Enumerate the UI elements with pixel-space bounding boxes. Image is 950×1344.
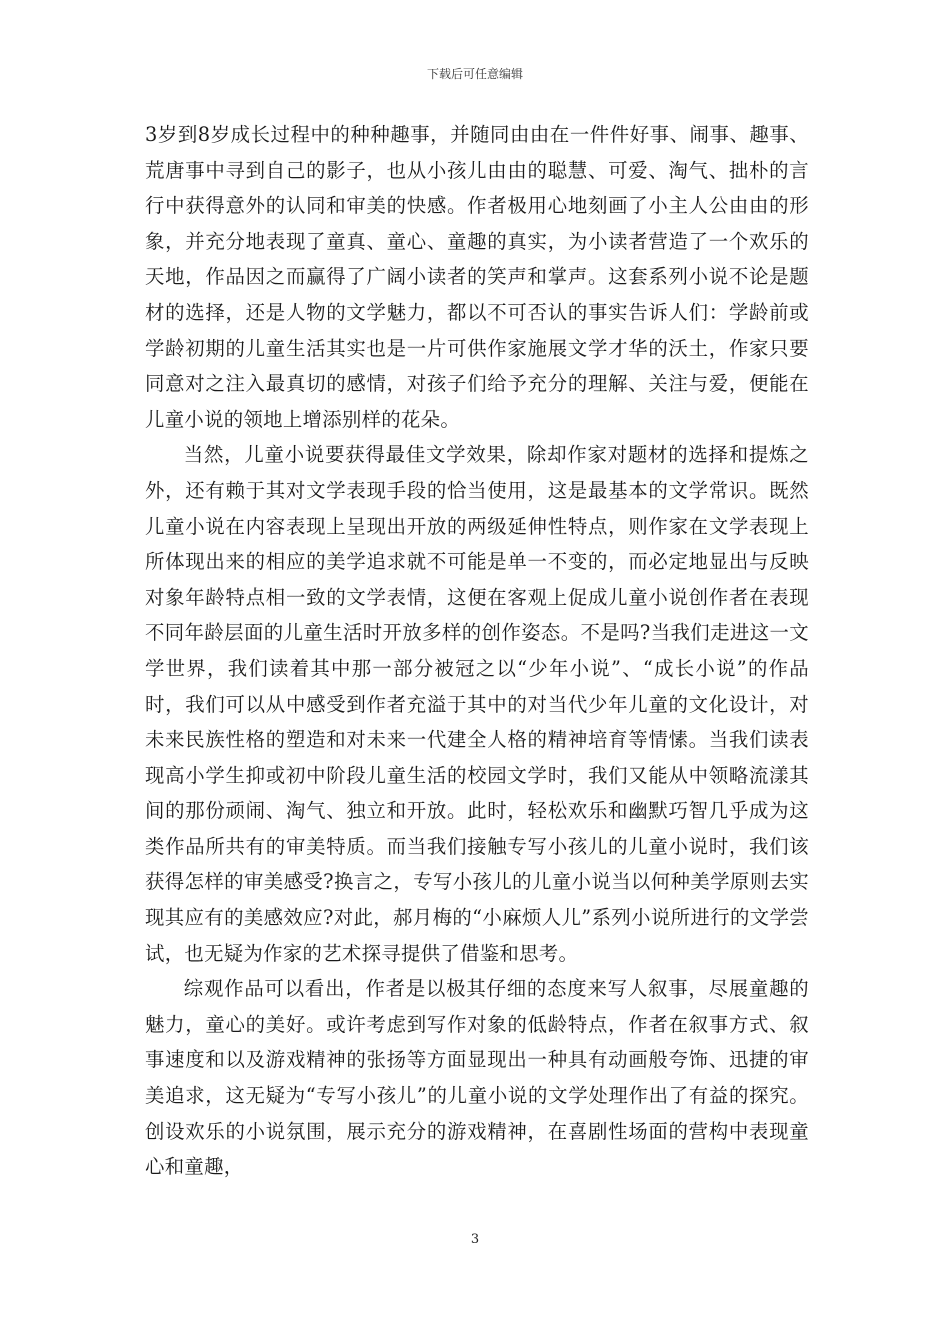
document-body [145,117,809,1185]
page-number: 3 [470,1232,480,1247]
paragraph-3: 综观作品可以看出，作者是以极其仔细的态度来写人叙事，尽展童趣的魅力，童心的美好。或许考虑到写作对象的低龄特点，作者在叙事方式、叙事速度和以及游戏精神的张扬等方面显现出一种具有动画般夸饰、迅捷的审美追求，这无疑为“专写小孩儿”的儿童小说的文学处理作出了有益的探究。创设欢乐的小说氛围，展示充分的游戏精神，在喜剧性场面的营构中表现童心和童趣， [145,977,809,1179]
paragraph-2: 当然，儿童小说要获得最佳文学效果，除却作家对题材的选择和提炼之外，还有赖于其对文学表现手段的恰当使用，这是最基本的文学常识。既然儿童小说在内容表现上呈现出开放的两级延伸性特点，则作家在文学表现上所体现出来的相应的美学追求就不可能是单一不变的，而必定地显出与反映对象年龄特点相一致的文学表情，这便在客观上促成儿童小说创作者在表现不同年龄层面的儿童生活时开放多样的创作姿态。不是吗?当我们走进这一文学世界，我们读着其中那一部分被冠之以“少年小说”、“成长小说”的作品时，我们可以从中感受到作者充溢于其中的对当代少年儿童的文化设计，对未来民族性格的塑造和对未来一代建全人格的精神培育等情愫。当我们读表现高小学生抑或初中阶段儿童生活的校园文学时，我们又能从中领略流漾其间的那份顽闹、淘气、独立和开放。此时，轻松欢乐和幽默巧智几乎成为这类作品所共有的审美特质。而当我们接触专写小孩儿的儿童小说时，我们该获得怎样的审美感受?换言之，专写小孩儿的儿童小说当以何种美学原则去实现其应有的美感效应?对此，郝月梅的“小麻烦人儿”系列小说所进行的文学尝试，也无疑为作家的艺术探寻提供了借鉴和思考。 [145,443,809,965]
page-header: 下载后可任意编辑 [426,67,523,81]
paragraph-1: 3岁到8岁成长过程中的种种趣事，并随同由由在一件件好事、闹事、趣事、荒唐事中寻到自己的影子，也从小孩儿由由的聪慧、可爱、淘气、拙朴的言行中获得意外的认同和审美的快感。作者极用心地刻画了小主人公由由的形象，并充分地表现了童真、童心、童趣的真实，为小读者营造了一个欢乐的天地，作品因之而赢得了广阔小读者的笑声和掌声。这套系列小说不论是题材的选择，还是人物的文学魅力，都以不可否认的事实告诉人们：学龄前或学龄初期的儿童生活其实也是一片可供作家施展文学才华的沃土，作家只要同意对之注入最真切的感情，对孩子们给予充分的理解、关注与爱，便能在儿童小说的领地上增添别样的花朵。 [145,123,809,431]
